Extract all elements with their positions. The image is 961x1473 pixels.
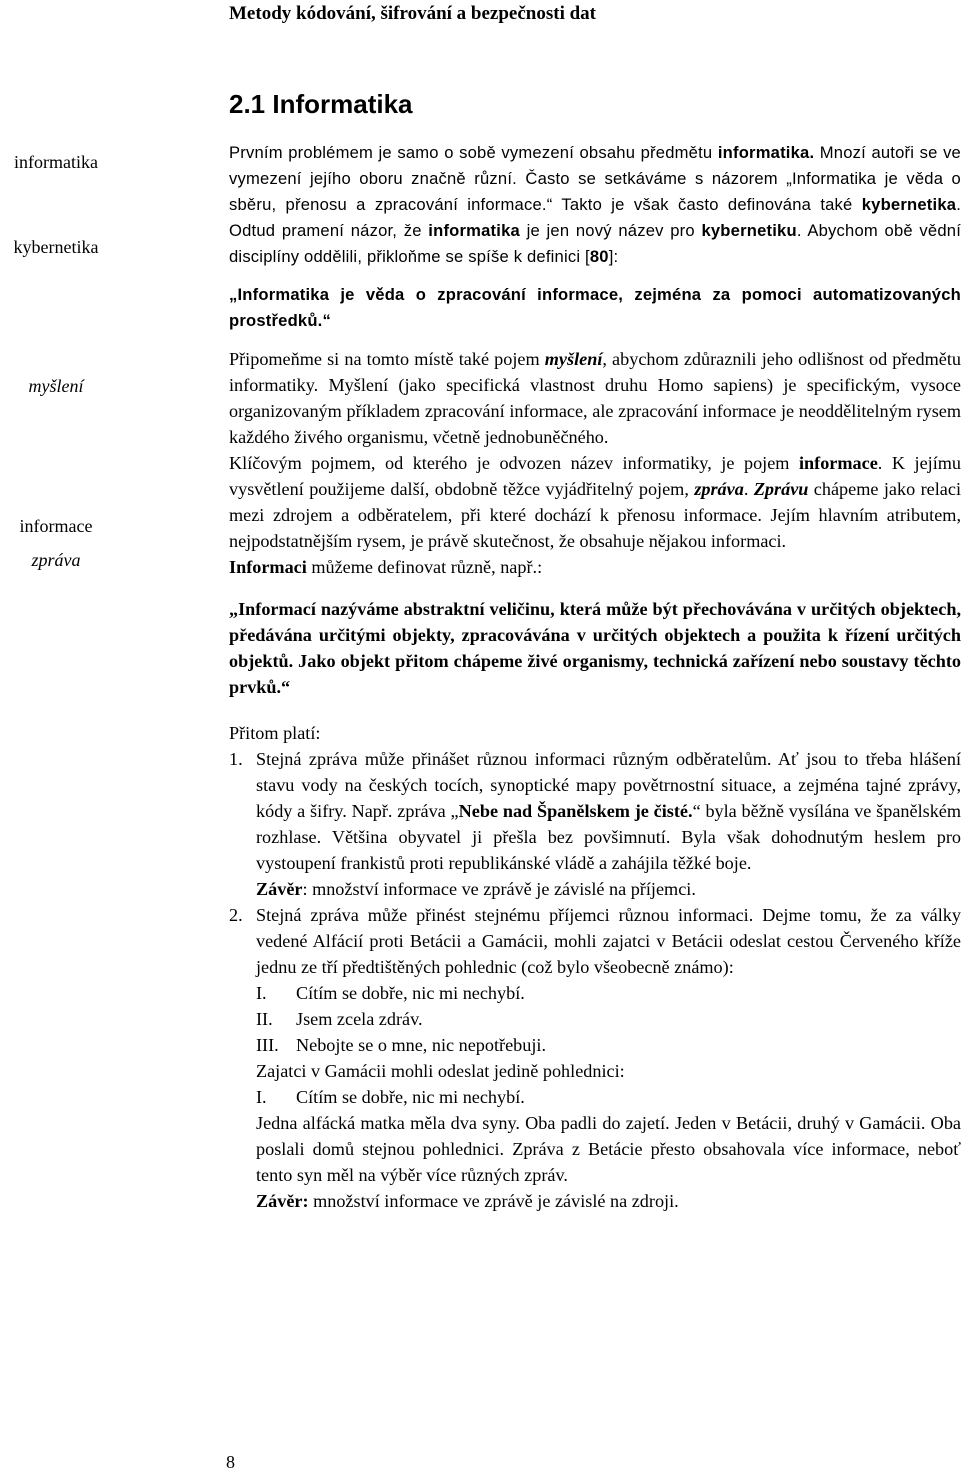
margin-note-mysleni: myšlení bbox=[28, 376, 84, 396]
running-header: Metody kódování, šifrování a bezpečnosti dat bbox=[229, 3, 597, 24]
paragraph-intro: Prvním problémem je samo o sobě vymezení obsahu předmětu informatika. Mnozí autoři se ve vymezení jejího oboru značně různí. Často se setkáváme s názorem „Informatika je věda o sběru, přenosu a zpracování informace.“ Takto je však často definována také kybernetika. Odtud pramení názor, že informatika je jen nový název pro kybernetiku. Abychom obě vědní disciplíny oddělili, přikloňme se spíše k definici [80]: bbox=[229, 143, 961, 266]
margin-note-informatika: informatika bbox=[14, 152, 98, 172]
main-content bbox=[229, 140, 961, 1214]
section-title: 2.1 Informatika bbox=[229, 89, 413, 119]
paragraph-definition-intro: Informaci můžeme definovat různě, např.: bbox=[229, 557, 543, 577]
conclusion-2: Závěr: množství informace ve zprávě je závislé na zdroji. bbox=[256, 1191, 679, 1211]
list-item-2: 2. Stejná zpráva může přinést stejnému příjemci různou informaci. Dejme tomu, že za války vedené Alfácií proti Betácii a Gamácii, mohli zajatci v Betácii odeslat cestou Červeného kříže jednu ze tří předtištěných pohlednic (což bylo všeobecně známo): bbox=[229, 902, 961, 980]
gamacie-sentence: Zajatci v Gamácii mohli odeslat jedině pohlednici: bbox=[256, 1061, 625, 1081]
postcard-option: I. Cítím se dobře, nic mi nechybí. bbox=[256, 983, 525, 1003]
margin-note-kybernetika: kybernetika bbox=[13, 237, 99, 257]
list-item-1: 1. Stejná zpráva může přinášet různou informaci různým odběratelům. Ať jsou to třeba hlášení stavu vody na českých tocích, synoptické mapy povětrnostní situace, a zejména tajné zprávy, kódy a šifry. Např. zpráva „Nebe nad Španělskem je čisté.“ byla běžně vysílána ve španělském rozhlase. Většina obyvatel ji přešla bez povšimnutí. Byla však dohodnutým heslem pro vystoupení frankistů proti republikánské vládě a zahájila těžké boje. Závěr: množství informace ve zprávě je závislé na příjemci. bbox=[229, 746, 961, 902]
paragraph-informace: Klíčovým pojmem, od kterého je odvozen název informatiky, je pojem informace. K jejímu vysvětlení použijeme další, obdobně těžce vyjádřitelný pojem, zpráva. Zprávu chápeme jako relaci mezi zdrojem a odběratelem, při které dochází k přenosu informace. Jejím hlavním atributem, nejpodstatnějším rysem, je právě skutečnost, že obsahuje nějakou informaci. bbox=[229, 453, 961, 551]
list-number: 1. bbox=[229, 749, 243, 769]
quote-informace-definition: „Informací nazýváme abstraktní veličinu, která může být přechovávána v určitých objektech, předávána určitými objekty, zpracovávána v určitých objektech a použita k řízení určitých objektů. Jako objekt přitom chápeme živé organismy, technická zařízení nebo soustavy těchto prvků.“ bbox=[229, 599, 961, 697]
margin-note-zprava: zpráva bbox=[31, 550, 81, 570]
postcard-option: II. Jsem zcela zdráv. bbox=[256, 1009, 423, 1029]
paragraph-mysleni: Připomeňme si na tomto místě také pojem myšlení, abychom zdůraznili jeho odlišnost od předmětu informatiky. Myšlení (jako specifická vlastnost druhu Homo sapiens) je specifickým, vysoce organizovaným příkladem zpracování informace, ale zpracování informace je neoddělitelným rysem každého živého organismu, včetně jednobuněčného. bbox=[229, 349, 961, 447]
conclusion-1: Závěr: množství informace ve zprávě je závislé na příjemci. bbox=[256, 879, 696, 899]
page-number: 8 bbox=[226, 1452, 235, 1472]
story-paragraph: Jedna alfácká matka měla dva syny. Oba padli do zajetí. Jeden v Betácii, druhý v Gamácii. Oba poslali domů stejnou pohlednici. Zpráva z Betácie přesto obsahovala více informace, neboť tento syn měl na výběr více různých zpráv. bbox=[256, 1113, 961, 1185]
postcard-option: I. Cítím se dobře, nic mi nechybí. bbox=[256, 1087, 525, 1107]
list-number: 2. bbox=[229, 905, 243, 925]
paragraph-plati: Přitom platí: bbox=[229, 723, 321, 743]
margin-note-informace: informace bbox=[19, 516, 93, 536]
quote-informatika-definition: „Informatika je věda o zpracování informace, zejména za pomoci automatizovaných prostředků.“ bbox=[229, 285, 961, 330]
postcard-option: III. Nebojte se o mne, nic nepotřebuji. bbox=[256, 1035, 547, 1055]
